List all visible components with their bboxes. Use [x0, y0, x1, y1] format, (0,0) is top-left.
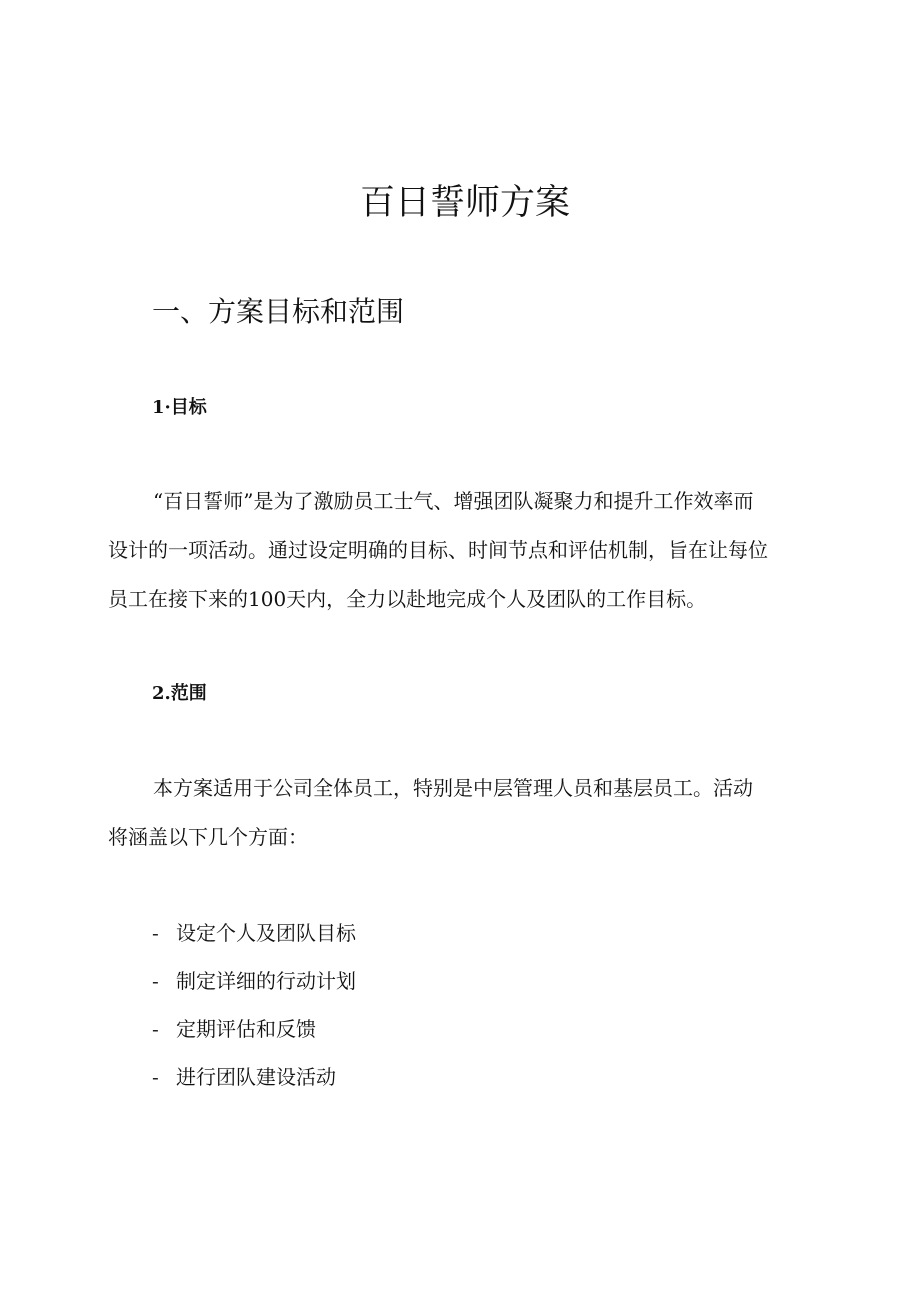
- scope-paragraph-line: 将涵盖以下几个方面：: [108, 825, 308, 849]
- goal-paragraph-line: 员工在接下来的100天内，全力以赴地完成个人及团队的工作目标。: [108, 587, 707, 611]
- bullet-dash: -: [152, 1065, 159, 1089]
- list-item-text: 进行团队建设活动: [176, 1065, 336, 1089]
- scope-paragraph: [108, 764, 828, 862]
- bullet-dash: -: [152, 969, 159, 993]
- scope-heading: 2.范围: [152, 683, 207, 704]
- scope-paragraph-line: 本方案适用于公司全体员工，特别是中层管理人员和基层员工。活动: [153, 776, 753, 800]
- goal-heading: 1·目标: [152, 397, 207, 418]
- document-title: 百日誓师方案: [359, 183, 570, 223]
- goal-paragraph-line: 设计的一项活动。通过设定明确的目标、时间节点和评估机制，旨在让每位: [108, 538, 768, 562]
- list-item: [152, 1005, 356, 1053]
- bullet-dash: -: [152, 921, 159, 945]
- list-item-text: 设定个人及团队目标: [176, 921, 356, 945]
- list-item-text: 定期评估和反馈: [176, 1017, 316, 1041]
- goal-paragraph: [108, 477, 828, 624]
- scope-bullet-list: [152, 909, 356, 1101]
- list-item-text: 制定详细的行动计划: [176, 969, 356, 993]
- list-item: [152, 909, 356, 957]
- goal-paragraph-line: “百日誓师”是为了激励员工士气、增强团队凝聚力和提升工作效率而: [153, 489, 754, 513]
- bullet-dash: -: [152, 1017, 159, 1041]
- section-heading: 一、方案目标和范围: [152, 295, 405, 328]
- list-item: [152, 1053, 356, 1101]
- list-item: [152, 957, 356, 1005]
